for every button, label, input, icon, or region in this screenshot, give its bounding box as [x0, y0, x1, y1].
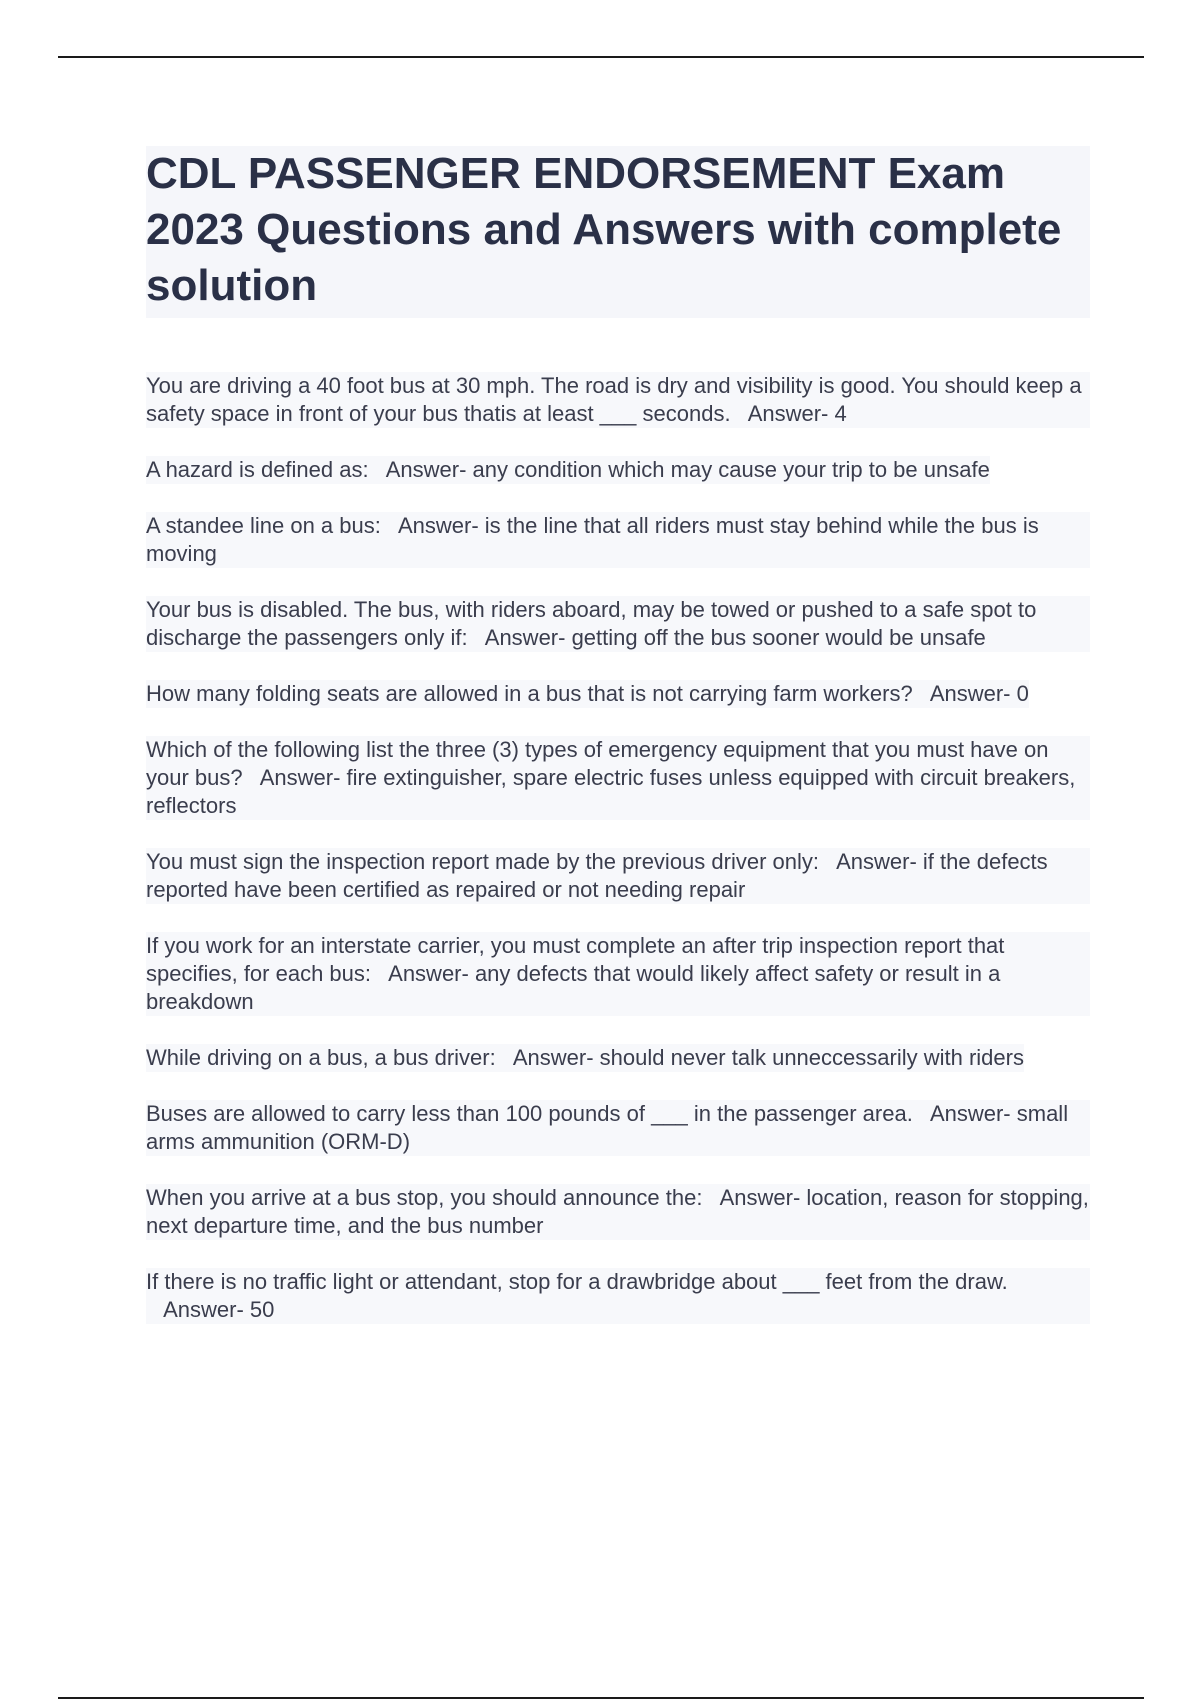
qa-item	[146, 1100, 1090, 1156]
qa-item	[146, 848, 1090, 904]
question-text: Which of the following list the three (3) types of emergency equipment that you must have on your bus?	[146, 737, 1049, 790]
document-body	[146, 146, 1090, 1352]
answer-text: Answer- should never talk unneccessarily with riders	[512, 1045, 1024, 1070]
question-text: Your bus is disabled. The bus, with riders aboard, may be towed or pushed to a safe spot to discharge the passengers only if:	[146, 597, 1037, 650]
qa-item	[146, 596, 1090, 652]
top-rule	[58, 56, 1144, 58]
question-text: How many folding seats are allowed in a bus that is not carrying farm workers?	[146, 681, 913, 706]
qa-item	[146, 456, 990, 484]
answer-text: Answer- any condition which may cause your trip to be unsafe	[385, 457, 990, 482]
qa-item	[146, 1268, 1090, 1324]
qa-item	[146, 372, 1090, 428]
question-text: Buses are allowed to carry less than 100 pounds of ___ in the passenger area.	[146, 1101, 913, 1126]
question-text: If there is no traffic light or attendant, stop for a drawbridge about ___ feet from the draw.	[146, 1269, 1008, 1294]
qa-item	[146, 680, 1029, 708]
qa-item	[146, 512, 1090, 568]
question-text: You must sign the inspection report made by the previous driver only:	[146, 849, 819, 874]
question-text: When you arrive at a bus stop, you should announce the:	[146, 1185, 703, 1210]
question-text: You are driving a 40 foot bus at 30 mph. The road is dry and visibility is good. You should keep a safety space in front of your bus thatis at least ___ seconds.	[146, 373, 1082, 426]
question-text: While driving on a bus, a bus driver:	[146, 1045, 496, 1070]
answer-text: Answer- fire extinguisher, spare electric fuses unless equipped with circuit breakers, reflectors	[146, 765, 1076, 818]
answer-text: Answer- 4	[747, 401, 847, 426]
question-text: If you work for an interstate carrier, you must complete an after trip inspection report that specifies, for each bus:	[146, 933, 1005, 986]
qa-item	[146, 1044, 1024, 1072]
answer-text: Answer- any defects that would likely affect safety or result in a breakdown	[146, 961, 1001, 1014]
document-title: CDL PASSENGER ENDORSEMENT Exam 2023 Questions and Answers with complete solution	[146, 149, 1062, 310]
qa-list	[146, 372, 1090, 1324]
bottom-rule	[58, 1697, 1144, 1699]
answer-text: Answer- 0	[929, 681, 1029, 706]
question-text: A standee line on a bus:	[146, 513, 381, 538]
answer-text: Answer- getting off the bus sooner would be unsafe	[484, 625, 986, 650]
answer-text: Answer- if the defects reported have been certified as repaired or not needing repair	[146, 849, 1048, 902]
answer-text: Answer- location, reason for stopping, next departure time, and the bus number	[146, 1185, 1089, 1238]
answer-text: Answer- is the line that all riders must stay behind while the bus is moving	[146, 513, 1039, 566]
title-block	[146, 146, 1090, 318]
answer-text: Answer- 50	[163, 1297, 275, 1322]
qa-item	[146, 932, 1090, 1016]
qa-item	[146, 1184, 1090, 1240]
question-text: A hazard is defined as:	[146, 457, 369, 482]
qa-item	[146, 736, 1090, 820]
answer-text: Answer- small arms ammunition (ORM-D)	[146, 1101, 1069, 1154]
